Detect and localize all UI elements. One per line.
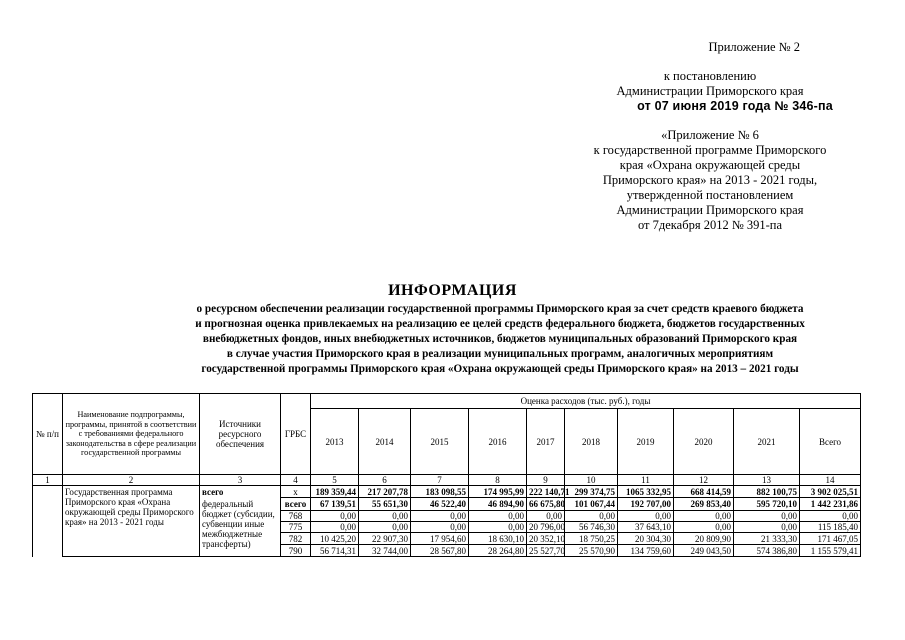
- value-cell: 55 651,30: [359, 498, 411, 511]
- column-number: 1: [33, 475, 63, 486]
- header-grbs: ГРБС: [281, 394, 311, 475]
- column-number: 7: [411, 475, 469, 486]
- value-cell: 32 744,00: [359, 545, 411, 557]
- appendix-line: края «Охрана окружающей среды: [619, 158, 801, 172]
- value-cell: 0,00: [734, 511, 800, 522]
- value-cell: 22 907,30: [359, 533, 411, 545]
- header-name: Наименование подпрограммы, программы, принятой в соответствии с требованиями федерального законодательства в сфере реализации государственной программы: [63, 394, 200, 475]
- header-sources: Источники ресурсного обеспечения: [200, 394, 281, 475]
- value-cell: 28 567,80: [411, 545, 469, 557]
- value-cell: 189 359,44: [311, 486, 359, 498]
- program-name: Государственная программа Приморского края «Охрана окружающей среды Приморского края» на 2013 - 2021 годы: [63, 486, 200, 557]
- value-cell: 20 304,30: [618, 533, 674, 545]
- header-year: 2018: [565, 409, 618, 475]
- table-row: [33, 486, 861, 498]
- column-number: 9: [527, 475, 565, 486]
- column-number: 3: [200, 475, 281, 486]
- value-cell: 56 714,31: [311, 545, 359, 557]
- column-number: 13: [734, 475, 800, 486]
- column-number: 11: [618, 475, 674, 486]
- value-cell: 299 374,75: [565, 486, 618, 498]
- value-cell: 0,00: [800, 511, 861, 522]
- value-cell: 20 809,90: [674, 533, 734, 545]
- source-cell: всего: [200, 486, 281, 498]
- value-cell: 171 467,05: [800, 533, 861, 545]
- header-year: 2013: [311, 409, 359, 475]
- value-cell: 20 352,10: [527, 533, 565, 545]
- column-number: 6: [359, 475, 411, 486]
- value-cell: 21 333,30: [734, 533, 800, 545]
- column-number: 4: [281, 475, 311, 486]
- value-cell: 0,00: [359, 511, 411, 522]
- grbs-cell: 790: [281, 545, 311, 557]
- value-cell: 56 746,30: [565, 522, 618, 533]
- column-number: 10: [565, 475, 618, 486]
- value-cell: 183 098,55: [411, 486, 469, 498]
- value-cell: 18 630,10: [469, 533, 527, 545]
- header-year: Всего: [800, 409, 861, 475]
- row-num-cell: [33, 486, 63, 557]
- page-subtitle: [120, 302, 880, 377]
- value-cell: 101 067,44: [565, 498, 618, 511]
- grbs-cell: всего: [281, 498, 311, 511]
- value-cell: 67 139,51: [311, 498, 359, 511]
- value-cell: 0,00: [411, 511, 469, 522]
- value-cell: 222 140,71: [527, 486, 565, 498]
- value-cell: 37 643,10: [618, 522, 674, 533]
- subtitle-line: о ресурсном обеспечении реализации государственной программы Приморского края за счет средств краевого бюджета: [196, 303, 804, 315]
- value-cell: 134 759,60: [618, 545, 674, 557]
- value-cell: 3 902 025,51: [800, 486, 861, 498]
- subtitle-line: в случае участия Приморского края в реализации муниципальных программ, аналогичных мероприятиям: [226, 348, 774, 360]
- appendix-line: Приморского края» на 2013 - 2021 годы,: [602, 173, 818, 187]
- appendix-line: Администрации Приморского края: [616, 84, 804, 98]
- value-cell: 17 954,60: [411, 533, 469, 545]
- value-cell: 269 853,40: [674, 498, 734, 511]
- header-year: 2014: [359, 409, 411, 475]
- value-cell: 574 386,80: [734, 545, 800, 557]
- value-cell: 10 425,20: [311, 533, 359, 545]
- value-cell: 0,00: [411, 522, 469, 533]
- value-cell: 20 796,00: [527, 522, 565, 533]
- column-number: 12: [674, 475, 734, 486]
- subtitle-line: и прогнозная оценка привлекаемых на реализацию ее целей средств федерального бюджета, бюджетов государственных: [195, 318, 805, 330]
- value-cell: 0,00: [311, 522, 359, 533]
- appendix-line: к государственной программе Приморского: [593, 143, 827, 157]
- column-number: 14: [800, 475, 861, 486]
- value-cell: 0,00: [527, 511, 565, 522]
- header-year: 2015: [411, 409, 469, 475]
- subtitle-line: государственной программы Приморского края «Охрана окружающей среды Приморского края» на 2013 – 2021 годы: [201, 363, 799, 375]
- value-cell: 115 185,40: [800, 522, 861, 533]
- value-cell: 668 414,59: [674, 486, 734, 498]
- value-cell: 0,00: [359, 522, 411, 533]
- value-cell: 249 043,50: [674, 545, 734, 557]
- grbs-cell: 782: [281, 533, 311, 545]
- value-cell: 882 100,75: [734, 486, 800, 498]
- value-cell: 0,00: [734, 522, 800, 533]
- value-cell: 25 570,90: [565, 545, 618, 557]
- value-cell: 46 522,40: [411, 498, 469, 511]
- appendix-block: [560, 40, 860, 233]
- value-cell: 18 750,25: [565, 533, 618, 545]
- value-cell: 217 207,78: [359, 486, 411, 498]
- appendix-line: утвержденной постановлением: [626, 188, 794, 202]
- grbs-cell: 768: [281, 511, 311, 522]
- appendix-number: Приложение № 2: [708, 40, 800, 54]
- value-cell: 1 442 231,86: [800, 498, 861, 511]
- source-cell: федеральный бюджет (субсидии, субвенции иные межбюджетные трансферты): [200, 498, 281, 557]
- header-year: 2020: [674, 409, 734, 475]
- value-cell: 192 707,00: [618, 498, 674, 511]
- header-num: № п/п: [33, 394, 63, 475]
- column-number: 8: [469, 475, 527, 486]
- value-cell: 66 675,80: [527, 498, 565, 511]
- value-cell: 0,00: [674, 522, 734, 533]
- column-number: 5: [311, 475, 359, 486]
- header-year: 2021: [734, 409, 800, 475]
- value-cell: 46 894,90: [469, 498, 527, 511]
- value-cell: 1 155 579,41: [800, 545, 861, 557]
- value-cell: 174 995,99: [469, 486, 527, 498]
- value-cell: 0,00: [311, 511, 359, 522]
- header-year: 2019: [618, 409, 674, 475]
- appendix-line: «Приложение № 6: [661, 128, 759, 142]
- header-year: 2017: [527, 409, 565, 475]
- value-cell: 0,00: [565, 511, 618, 522]
- appendix-line: Администрации Приморского края: [616, 203, 804, 217]
- page-title: ИНФОРМАЦИЯ: [388, 282, 517, 299]
- header-year: 2016: [469, 409, 527, 475]
- value-cell: 0,00: [469, 522, 527, 533]
- resource-table: [32, 393, 861, 557]
- appendix-line: от 7декабря 2012 № 391-па: [637, 218, 783, 232]
- subtitle-line: внебюджетных фондов, иных внебюджетных источников, бюджетов муниципальных образований Приморского края: [202, 333, 798, 345]
- column-number: 2: [63, 475, 200, 486]
- value-cell: 1065 332,95: [618, 486, 674, 498]
- decree-date: от 07 июня 2019 года № 346-па: [637, 99, 833, 113]
- value-cell: 0,00: [469, 511, 527, 522]
- grbs-cell: x: [281, 486, 311, 498]
- value-cell: 25 527,70: [527, 545, 565, 557]
- header-estimate: Оценка расходов (тыс. руб.), годы: [311, 394, 861, 409]
- value-cell: 0,00: [618, 511, 674, 522]
- appendix-line: к постановлению: [663, 69, 757, 83]
- grbs-cell: 775: [281, 522, 311, 533]
- value-cell: 0,00: [674, 511, 734, 522]
- value-cell: 595 720,10: [734, 498, 800, 511]
- value-cell: 28 264,80: [469, 545, 527, 557]
